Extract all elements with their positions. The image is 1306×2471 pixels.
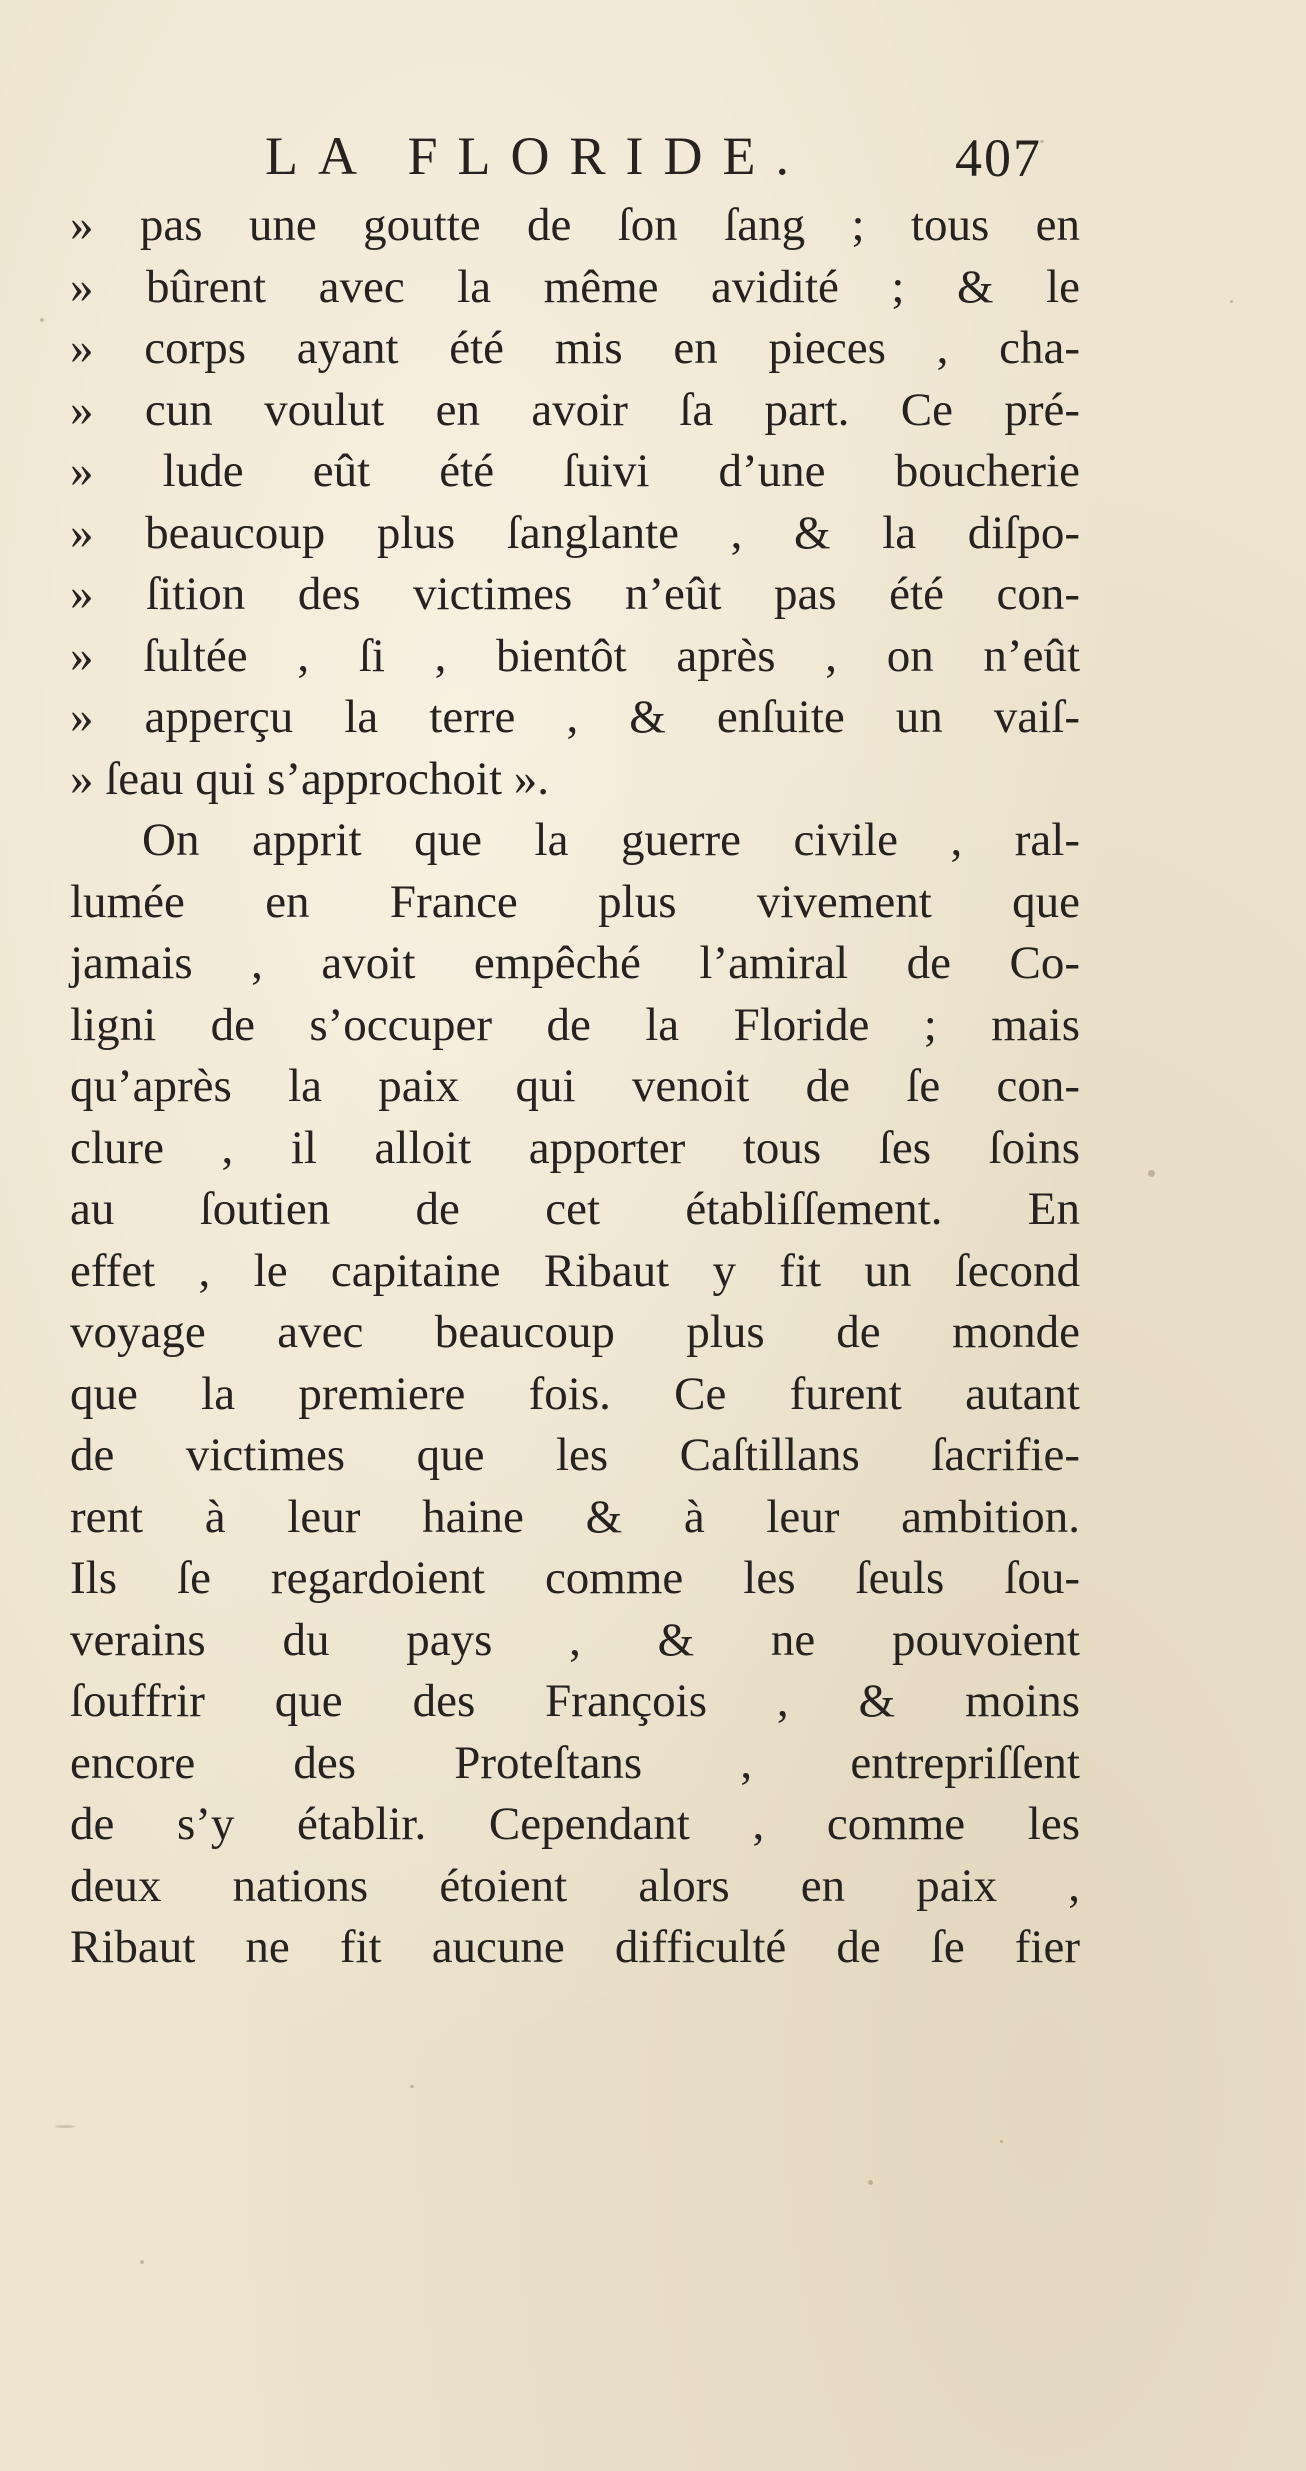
running-title: LA FLORIDE. <box>265 126 809 186</box>
page-header <box>0 115 1306 195</box>
text-line: » lude eût été ſuivi d’une boucherie <box>70 445 1080 497</box>
body-text <box>70 195 1080 1979</box>
paragraph-first-line: On apprit que la guerre civile , ral- <box>142 814 1080 866</box>
text-line: rent à leur haine & à leur ambition. <box>70 1490 1080 1543</box>
text-line: lumée en France plus vivement que <box>70 875 1080 928</box>
text-line: voyage avec beaucoup plus de monde <box>70 1306 1080 1358</box>
text-line: » ſition des victimes n’eût pas été con- <box>70 568 1080 620</box>
page-number: 407 <box>955 128 1042 188</box>
text-line: » corps ayant été mis en pieces , cha- <box>70 322 1080 374</box>
text-line: de victimes que les Caſtillans ſacrifie- <box>70 1429 1080 1481</box>
text-line: » ſeau qui s’approchoit ». <box>70 752 550 805</box>
text-line: ligni de s’occuper de la Floride ; mais <box>70 998 1080 1051</box>
text-line: » pas une goutte de ſon ſang ; tous en <box>70 199 1080 251</box>
text-line: que la premiere fois. Ce furent autant <box>70 1367 1080 1420</box>
text-line: deux nations étoient alors en paix , <box>70 1859 1080 1912</box>
text-line: jamais , avoit empêché l’amiral de Co- <box>70 937 1080 989</box>
text-line: » bûrent avec la même avidité ; & le <box>70 260 1080 313</box>
text-line: au ſoutien de cet établiſſement. En <box>70 1183 1080 1235</box>
text-line: de s’y établir. Cependant , comme les <box>70 1798 1080 1850</box>
text-line: Ribaut ne fit aucune difficulté de ſe fier <box>70 1921 1080 1973</box>
text-line: verains du pays , & ne pouvoient <box>70 1613 1080 1666</box>
text-line: » beaucoup plus ſanglante , & la diſpo- <box>70 506 1080 559</box>
text-line: qu’après la paix qui venoit de ſe con- <box>70 1060 1080 1112</box>
text-line: encore des Proteſtans , entrepriſſent <box>70 1736 1080 1789</box>
text-line: » apperçu la terre , & enſuite un vaiſ- <box>70 691 1080 743</box>
text-line: » cun voulut en avoir ſa part. Ce pré- <box>70 383 1080 436</box>
text-line: ſouffrir que des François , & moins <box>70 1675 1080 1727</box>
text-line: » ſultée , ſi , bientôt après , on n’eût <box>70 629 1080 682</box>
text-line: clure , il alloit apporter tous ſes ſoins <box>70 1121 1080 1174</box>
text-line: effet , le capitaine Ribaut y fit un ſecond <box>70 1244 1080 1297</box>
text-line: Ils ſe regardoient comme les ſeuls ſou- <box>70 1552 1080 1604</box>
